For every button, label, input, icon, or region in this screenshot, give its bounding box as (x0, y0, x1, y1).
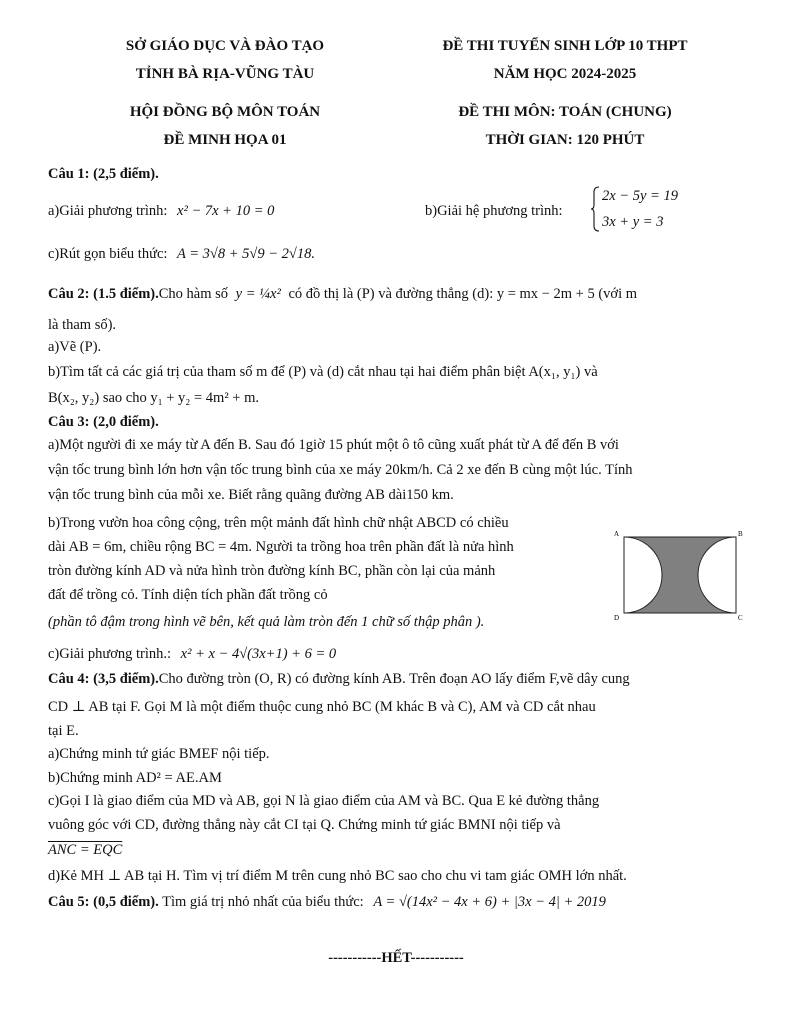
q2-a: a)Vẽ (P). (48, 339, 102, 355)
vertex-c: C (738, 614, 743, 622)
q4-c-3: ANC = EQC (48, 842, 123, 858)
province-name: TỈNH BÀ RỊA-VŨNG TÀU (135, 66, 315, 82)
q2-intro-2: có đồ thị là (P) và đường thẳng (d): y = mx − 2m + 5 (với m (288, 286, 637, 302)
q2-b-2: B(x₂, y₂) sao cho y₁ + y₂ = 4m² + m. (48, 390, 260, 406)
q3-c-text: c)Giải phương trình.: (48, 646, 172, 662)
vertex-b: B (738, 530, 743, 538)
q1-a (48, 203, 274, 220)
q5-text: Tìm giá trị nhỏ nhất của biểu thức: (162, 894, 364, 910)
q4-c-1: c)Gọi I là giao điểm của MD và AB, gọi N là giao điểm của AM và BC. Qua E kẻ đường thẳng (48, 793, 600, 809)
q3-b-note: (phần tô đậm trong hình vẽ bên, kết quả làm tròn đến 1 chữ số thập phân ). (48, 614, 485, 630)
q4-intro-1: Cho đường tròn (O, R) có đường kính AB. Trên đoạn AO lấy điểm F,vẽ dây cung (158, 671, 630, 687)
q4-intro (48, 671, 630, 688)
duration: THỜI GIAN: 120 PHÚT (485, 132, 645, 148)
q4-intro-2: CD ⊥ AB tại F. Gọi M là một điểm thuộc cung nhỏ BC (M khác B và C), AM và CD cắt nhau (48, 699, 596, 715)
system-brace (590, 186, 600, 232)
vertex-a: A (614, 530, 620, 538)
q4-title: Câu 4: (3,5 điểm). (48, 671, 159, 687)
council-name: HỘI ĐỒNG BỘ MÔN TOÁN (129, 104, 321, 120)
q1-title: Câu 1: (2,5 điểm). (48, 166, 159, 182)
q4-intro-3: tại E. (48, 723, 79, 739)
q3-a-1: a)Một người đi xe máy từ A đến B. Sau đó 1giờ 15 phút một ô tô cũng xuất phát từ A để đến B với (48, 437, 619, 453)
q2-intro (48, 286, 637, 303)
q1-c-math: A = 3√8 + 5√9 − 2√18. (177, 246, 315, 262)
exam-code: ĐỀ MINH HỌA 01 (163, 132, 287, 148)
q4-c-2: vuông góc với CD, đường thẳng này cắt CI tại Q. Chứng minh tứ giác BMNI nội tiếp và (48, 817, 561, 833)
q4-a: a)Chứng minh tứ giác BMEF nội tiếp. (48, 746, 270, 762)
q3-b-2: dài AB = 6m, chiều rộng BC = 4m. Người ta trồng hoa trên phần đất là nửa hình (48, 539, 514, 555)
dept-name: SỞ GIÁO DỤC VÀ ĐÀO TẠO (125, 38, 325, 54)
q1-a-math: x² − 7x + 10 = 0 (177, 203, 275, 219)
end-marker: -----------HẾT----------- (328, 950, 464, 966)
q2-title: Câu 2: (1.5 điểm). (48, 286, 159, 302)
q3-c-math: x² + x − 4√(3x+1) + 6 = 0 (180, 646, 337, 662)
q5 (48, 894, 606, 911)
q2-b-1: b)Tìm tất cả các giá trị của tham số m để (P) và (d) cắt nhau tại hai điểm phân biệt A(x₁, y₁) và (48, 364, 598, 380)
q3-b-4: đất để trồng cỏ. Tính diện tích phần đất trồng cỏ (48, 587, 328, 603)
exam-title: ĐỀ THI TUYỂN SINH LỚP 10 THPT (442, 38, 688, 54)
q1-c (48, 246, 315, 263)
subject: ĐỀ THI MÔN: TOÁN (CHUNG) (458, 104, 672, 120)
school-year: NĂM HỌC 2024-2025 (493, 66, 637, 82)
q1-a-text: a)Giải phương trình: (48, 203, 168, 219)
q3-a-3: vận tốc trung bình của mỗi xe. Biết rằng quãng đường AB dài150 km. (48, 487, 454, 503)
q4-b: b)Chứng minh AD² = AE.AM (48, 770, 222, 786)
q3-b-1: b)Trong vườn hoa công cộng, trên một mảnh đất hình chữ nhật ABCD có chiều (48, 515, 509, 531)
q1-b-text: b)Giải hệ phương trình: (425, 203, 563, 219)
q3-c (48, 646, 336, 663)
q2-intro-1: Cho hàm số (158, 286, 229, 302)
q3-a-2: vận tốc trung bình lớn hơn vận tốc trung bình của xe máy 20km/h. Cả 2 xe đến B cùng một lúc. Tính (48, 462, 633, 478)
q1-b-eq1: 2x − 5y = 19 (602, 188, 678, 204)
q2-func: y = ¼x² (235, 286, 281, 302)
grass-region (624, 537, 736, 613)
garden-figure (610, 528, 750, 624)
q5-math: A = √(14x² − 4x + 6) + |3x − 4| + 2019 (373, 894, 606, 910)
q3-b-3: tròn đường kính AD và nửa hình tròn đường kính BC, phần còn lại của mảnh (48, 563, 496, 579)
vertex-d: D (614, 614, 620, 622)
q2-intro-3: là tham số). (48, 317, 117, 333)
q3-title: Câu 3: (2,0 điểm). (48, 414, 159, 430)
q4-d: d)Kẻ MH ⊥ AB tại H. Tìm vị trí điểm M trên cung nhỏ BC sao cho chu vi tam giác OMH lớn nhất. (48, 868, 627, 884)
q5-title: Câu 5: (0,5 điểm). (48, 894, 159, 910)
q1-c-text: c)Rút gọn biểu thức: (48, 246, 168, 262)
q1-b-eq2: 3x + y = 3 (602, 214, 664, 230)
